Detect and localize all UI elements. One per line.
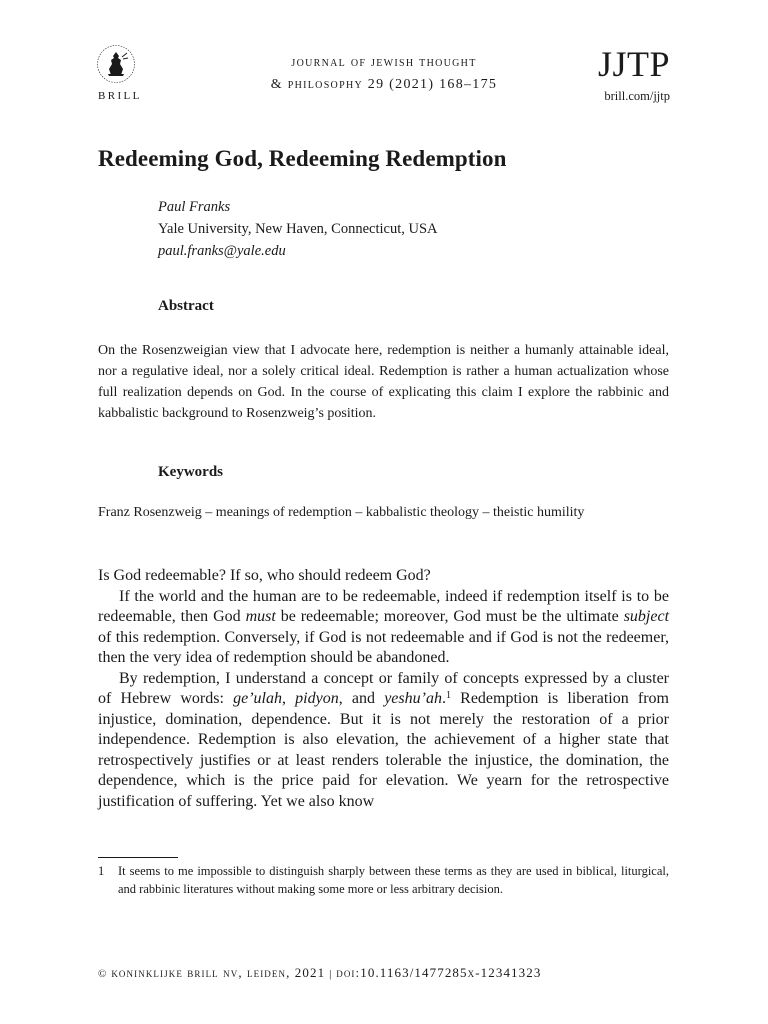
journal-name-line: journal of jewish thought (291, 55, 477, 70)
journal-url[interactable]: brill.com/jjtp (604, 89, 670, 103)
article-title: Redeeming God, Redeeming Redemption (98, 146, 507, 171)
keywords-text: Franz Rosenzweig – meanings of redemption – kabbalistic theology – theistic humility (98, 505, 585, 520)
copyright-text: koninklijke brill nv, leiden, 2021 (111, 965, 326, 980)
abstract-text: On the Rosenzweigian view that I advocate here, redemption is neither a humanly attainable ideal, nor a regulative ideal, nor a solely critical ideal. Redemption is rather a human actualization whose full realization depends on God. In the course of explicating this claim I explore the rabbinic and kabbalistic background to Rosenzweig’s position. (98, 343, 669, 421)
publisher-logo (94, 44, 142, 102)
footnote-number: 1 (98, 864, 105, 878)
journal-volume-line: & philosophy 29 (2021) 168–175 (270, 77, 498, 92)
footnote-reference[interactable]: 1 (445, 690, 451, 701)
keywords-heading: Keywords (158, 464, 223, 480)
journal-citation (200, 52, 568, 96)
publisher-name: BRILL (98, 90, 142, 102)
author-email[interactable]: paul.franks@yale.edu (158, 243, 286, 259)
body-paragraph-2: If the world and the human are to be redeemable, indeed if redemption itself is to be redeemable, then God must be redeemable; moreover, God must be the ultimate subject of this redemption. Conversely, if God is not redeemable and if God is not the redeemer, then the very idea of redemption should be abandoned. (98, 587, 670, 666)
body-paragraph-3: By redemption, I understand a concept or family of concepts expressed by a cluster of Hebrew words: ge’ulah, pidyon, and yeshu’ah.$^1$ Redemption is liberation from injustice, domination, dependence. But it is not merely the restoration of a prior independence. Redemption is also elevation, the achievement of a higher state that retrospectively justifies or at least renders tolerable the injustice, the domination, the dependence, which is the price paid for elevation. We yearn for the retrospective justification of suffering. Yet we also know (98, 669, 669, 810)
author-affiliation: Yale University, New Haven, Connecticut, USA (158, 221, 438, 237)
footer-separator: | (329, 968, 333, 980)
article-body (98, 566, 669, 812)
footnote (98, 862, 669, 898)
abstract-heading: Abstract (158, 298, 214, 314)
body-paragraph-1: Is God redeemable? If so, who should redeem God? (98, 567, 431, 584)
footnote-text: It seems to me impossible to distinguish sharply between these terms as they are used in biblical, liturgical, and rabbinic literatures without making some more or less arbitrary decision. (118, 864, 669, 896)
footnote-divider (98, 857, 178, 858)
copyright-symbol: © (98, 968, 108, 980)
doi-text[interactable]: doi:10.1163/1477285x-12341323 (336, 965, 542, 980)
journal-brand (598, 44, 670, 104)
brill-seal-icon (96, 44, 136, 84)
copyright-footer (98, 965, 669, 981)
journal-abbreviation: JJTP (597, 44, 670, 84)
author-name: Paul Franks (158, 199, 231, 215)
author-block (158, 196, 438, 262)
